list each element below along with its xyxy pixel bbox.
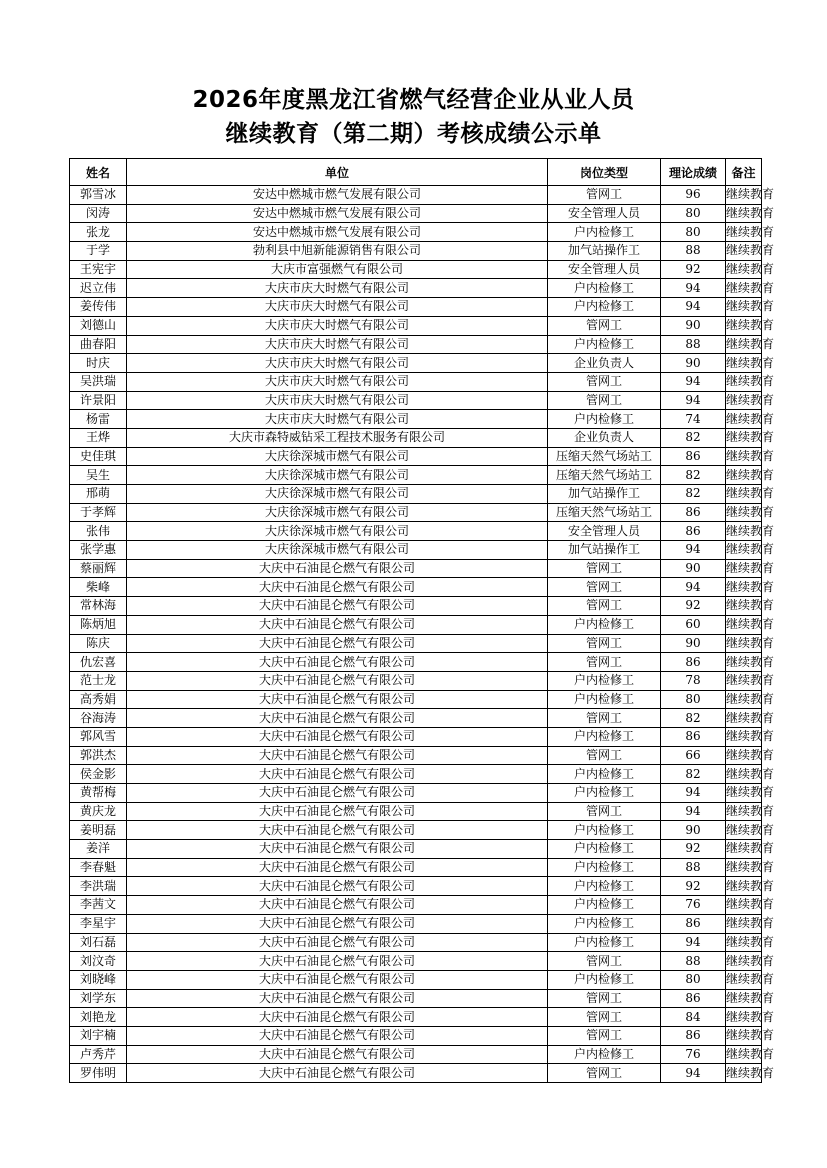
cell-name: 张伟 bbox=[70, 522, 127, 541]
table-row bbox=[70, 896, 762, 915]
cell-unit: 大庆市庆大时燃气有限公司 bbox=[127, 410, 548, 429]
cell-remark: 继续教育 bbox=[726, 840, 762, 859]
cell-position-type: 企业负责人 bbox=[548, 354, 661, 373]
table-row bbox=[70, 746, 762, 765]
cell-remark: 继续教育 bbox=[726, 466, 762, 485]
cell-theory-score: 94 bbox=[661, 391, 726, 410]
cell-unit: 大庆中石油昆仑燃气有限公司 bbox=[127, 896, 548, 915]
cell-position-type: 户内检修工 bbox=[548, 858, 661, 877]
cell-theory-score: 92 bbox=[661, 260, 726, 279]
cell-position-type: 安全管理人员 bbox=[548, 260, 661, 279]
cell-theory-score: 84 bbox=[661, 1008, 726, 1027]
cell-position-type: 管网工 bbox=[548, 316, 661, 335]
table-row bbox=[70, 1026, 762, 1045]
cell-theory-score: 94 bbox=[661, 279, 726, 298]
cell-position-type: 户内检修工 bbox=[548, 896, 661, 915]
cell-remark: 继续教育 bbox=[726, 1008, 762, 1027]
cell-name: 李洪瑞 bbox=[70, 877, 127, 896]
cell-unit: 大庆中石油昆仑燃气有限公司 bbox=[127, 597, 548, 616]
table-row bbox=[70, 391, 762, 410]
cell-unit: 大庆中石油昆仑燃气有限公司 bbox=[127, 765, 548, 784]
cell-name: 邢萌 bbox=[70, 485, 127, 504]
table-row bbox=[70, 372, 762, 391]
cell-name: 常林海 bbox=[70, 597, 127, 616]
cell-remark: 继续教育 bbox=[726, 896, 762, 915]
cell-name: 柴峰 bbox=[70, 578, 127, 597]
cell-theory-score: 86 bbox=[661, 653, 726, 672]
cell-position-type: 户内检修工 bbox=[548, 784, 661, 803]
cell-position-type: 户内检修工 bbox=[548, 765, 661, 784]
cell-position-type: 管网工 bbox=[548, 1064, 661, 1083]
cell-unit: 大庆中石油昆仑燃气有限公司 bbox=[127, 1026, 548, 1045]
cell-name: 李春魁 bbox=[70, 858, 127, 877]
cell-name: 王烨 bbox=[70, 428, 127, 447]
cell-name: 李茜文 bbox=[70, 896, 127, 915]
cell-name: 高秀娟 bbox=[70, 690, 127, 709]
cell-unit: 大庆中石油昆仑燃气有限公司 bbox=[127, 989, 548, 1008]
cell-unit: 大庆徐深城市燃气有限公司 bbox=[127, 485, 548, 504]
cell-name: 史佳琪 bbox=[70, 447, 127, 466]
cell-position-type: 管网工 bbox=[548, 1026, 661, 1045]
cell-name: 杨雷 bbox=[70, 410, 127, 429]
cell-position-type: 管网工 bbox=[548, 746, 661, 765]
cell-name: 曲春阳 bbox=[70, 335, 127, 354]
table-row bbox=[70, 653, 762, 672]
cell-unit: 大庆市庆大时燃气有限公司 bbox=[127, 372, 548, 391]
cell-name: 姜传伟 bbox=[70, 298, 127, 317]
cell-unit: 大庆徐深城市燃气有限公司 bbox=[127, 541, 548, 560]
cell-remark: 继续教育 bbox=[726, 933, 762, 952]
table-row bbox=[70, 634, 762, 653]
cell-theory-score: 82 bbox=[661, 466, 726, 485]
cell-position-type: 户内检修工 bbox=[548, 727, 661, 746]
cell-remark: 继续教育 bbox=[726, 952, 762, 971]
table-row bbox=[70, 765, 762, 784]
cell-name: 李星宇 bbox=[70, 914, 127, 933]
cell-unit: 大庆徐深城市燃气有限公司 bbox=[127, 466, 548, 485]
cell-position-type: 户内检修工 bbox=[548, 877, 661, 896]
cell-unit: 大庆中石油昆仑燃气有限公司 bbox=[127, 634, 548, 653]
cell-theory-score: 82 bbox=[661, 485, 726, 504]
cell-theory-score: 86 bbox=[661, 447, 726, 466]
table-row bbox=[70, 970, 762, 989]
table-row bbox=[70, 335, 762, 354]
table-row bbox=[70, 485, 762, 504]
cell-theory-score: 60 bbox=[661, 615, 726, 634]
cell-name: 迟立伟 bbox=[70, 279, 127, 298]
cell-name: 刘德山 bbox=[70, 316, 127, 335]
cell-unit: 大庆中石油昆仑燃气有限公司 bbox=[127, 784, 548, 803]
cell-name: 刘学东 bbox=[70, 989, 127, 1008]
cell-remark: 继续教育 bbox=[726, 690, 762, 709]
cell-unit: 大庆市庆大时燃气有限公司 bbox=[127, 298, 548, 317]
cell-theory-score: 80 bbox=[661, 690, 726, 709]
cell-remark: 继续教育 bbox=[726, 372, 762, 391]
table-row bbox=[70, 466, 762, 485]
cell-position-type: 户内检修工 bbox=[548, 298, 661, 317]
cell-remark: 继续教育 bbox=[726, 559, 762, 578]
cell-unit: 大庆中石油昆仑燃气有限公司 bbox=[127, 877, 548, 896]
cell-unit: 安达中燃城市燃气发展有限公司 bbox=[127, 204, 548, 223]
cell-name: 郭风雪 bbox=[70, 727, 127, 746]
cell-unit: 大庆市富强燃气有限公司 bbox=[127, 260, 548, 279]
cell-position-type: 管网工 bbox=[548, 597, 661, 616]
cell-position-type: 压缩天然气场站工 bbox=[548, 503, 661, 522]
table-row bbox=[70, 690, 762, 709]
cell-theory-score: 90 bbox=[661, 559, 726, 578]
table-row bbox=[70, 671, 762, 690]
table-row bbox=[70, 802, 762, 821]
table-row bbox=[70, 858, 762, 877]
cell-unit: 大庆中石油昆仑燃气有限公司 bbox=[127, 709, 548, 728]
cell-remark: 继续教育 bbox=[726, 260, 762, 279]
header-theory-score: 理论成绩 bbox=[661, 159, 726, 186]
cell-unit: 大庆中石油昆仑燃气有限公司 bbox=[127, 802, 548, 821]
cell-theory-score: 94 bbox=[661, 578, 726, 597]
cell-name: 时庆 bbox=[70, 354, 127, 373]
table-row bbox=[70, 428, 762, 447]
cell-remark: 继续教育 bbox=[726, 970, 762, 989]
cell-position-type: 管网工 bbox=[548, 802, 661, 821]
cell-remark: 继续教育 bbox=[726, 485, 762, 504]
cell-position-type: 户内检修工 bbox=[548, 840, 661, 859]
cell-unit: 大庆中石油昆仑燃气有限公司 bbox=[127, 746, 548, 765]
table-row bbox=[70, 709, 762, 728]
table-row bbox=[70, 354, 762, 373]
cell-name: 许景阳 bbox=[70, 391, 127, 410]
cell-unit: 大庆中石油昆仑燃气有限公司 bbox=[127, 952, 548, 971]
cell-unit: 大庆中石油昆仑燃气有限公司 bbox=[127, 690, 548, 709]
cell-position-type: 管网工 bbox=[548, 952, 661, 971]
cell-position-type: 管网工 bbox=[548, 391, 661, 410]
cell-name: 刘汶奇 bbox=[70, 952, 127, 971]
cell-position-type: 管网工 bbox=[548, 559, 661, 578]
cell-name: 卢秀芹 bbox=[70, 1045, 127, 1064]
cell-unit: 大庆中石油昆仑燃气有限公司 bbox=[127, 615, 548, 634]
cell-unit: 大庆中石油昆仑燃气有限公司 bbox=[127, 1045, 548, 1064]
page-title-line-1: 2026年度黑龙江省燃气经营企业从业人员 bbox=[192, 87, 635, 113]
cell-name: 黄帮梅 bbox=[70, 784, 127, 803]
cell-remark: 继续教育 bbox=[726, 634, 762, 653]
table-row bbox=[70, 877, 762, 896]
table-row bbox=[70, 559, 762, 578]
cell-unit: 大庆市森特威钻采工程技术服务有限公司 bbox=[127, 428, 548, 447]
cell-remark: 继续教育 bbox=[726, 541, 762, 560]
cell-position-type: 管网工 bbox=[548, 709, 661, 728]
cell-unit: 大庆市庆大时燃气有限公司 bbox=[127, 354, 548, 373]
table-row bbox=[70, 784, 762, 803]
cell-remark: 继续教育 bbox=[726, 709, 762, 728]
table-row bbox=[70, 204, 762, 223]
table-row bbox=[70, 840, 762, 859]
cell-remark: 继续教育 bbox=[726, 727, 762, 746]
cell-unit: 大庆市庆大时燃气有限公司 bbox=[127, 279, 548, 298]
cell-remark: 继续教育 bbox=[726, 615, 762, 634]
cell-remark: 继续教育 bbox=[726, 335, 762, 354]
cell-position-type: 户内检修工 bbox=[548, 821, 661, 840]
cell-unit: 安达中燃城市燃气发展有限公司 bbox=[127, 223, 548, 242]
table-row bbox=[70, 223, 762, 242]
cell-theory-score: 82 bbox=[661, 709, 726, 728]
cell-position-type: 户内检修工 bbox=[548, 914, 661, 933]
cell-unit: 大庆中石油昆仑燃气有限公司 bbox=[127, 1064, 548, 1083]
cell-theory-score: 90 bbox=[661, 821, 726, 840]
cell-name: 闵涛 bbox=[70, 204, 127, 223]
cell-remark: 继续教育 bbox=[726, 578, 762, 597]
table-row bbox=[70, 727, 762, 746]
cell-remark: 继续教育 bbox=[726, 802, 762, 821]
cell-theory-score: 88 bbox=[661, 858, 726, 877]
table-row bbox=[70, 1064, 762, 1083]
cell-unit: 大庆市庆大时燃气有限公司 bbox=[127, 335, 548, 354]
table-row bbox=[70, 578, 762, 597]
cell-remark: 继续教育 bbox=[726, 204, 762, 223]
cell-position-type: 户内检修工 bbox=[548, 690, 661, 709]
cell-position-type: 管网工 bbox=[548, 578, 661, 597]
cell-unit: 大庆徐深城市燃气有限公司 bbox=[127, 522, 548, 541]
cell-remark: 继续教育 bbox=[726, 223, 762, 242]
table-row bbox=[70, 933, 762, 952]
table-row bbox=[70, 279, 762, 298]
cell-unit: 大庆市庆大时燃气有限公司 bbox=[127, 391, 548, 410]
cell-name: 范士龙 bbox=[70, 671, 127, 690]
cell-name: 蔡丽辉 bbox=[70, 559, 127, 578]
cell-theory-score: 92 bbox=[661, 597, 726, 616]
cell-remark: 继续教育 bbox=[726, 877, 762, 896]
page-title-line-2: 继续教育（第二期）考核成绩公示单 bbox=[225, 121, 602, 147]
cell-position-type: 户内检修工 bbox=[548, 933, 661, 952]
cell-remark: 继续教育 bbox=[726, 279, 762, 298]
table-row bbox=[70, 447, 762, 466]
cell-name: 郭雪冰 bbox=[70, 186, 127, 205]
table-row bbox=[70, 821, 762, 840]
cell-name: 刘宇楠 bbox=[70, 1026, 127, 1045]
cell-remark: 继续教育 bbox=[726, 821, 762, 840]
cell-theory-score: 80 bbox=[661, 970, 726, 989]
cell-theory-score: 82 bbox=[661, 765, 726, 784]
cell-name: 刘晓峰 bbox=[70, 970, 127, 989]
cell-remark: 继续教育 bbox=[726, 391, 762, 410]
cell-theory-score: 86 bbox=[661, 914, 726, 933]
cell-theory-score: 76 bbox=[661, 1045, 726, 1064]
cell-remark: 继续教育 bbox=[726, 242, 762, 261]
cell-name: 姜洋 bbox=[70, 840, 127, 859]
table-row bbox=[70, 503, 762, 522]
cell-theory-score: 90 bbox=[661, 354, 726, 373]
cell-unit: 勃利县中旭新能源销售有限公司 bbox=[127, 242, 548, 261]
cell-position-type: 加气站操作工 bbox=[548, 485, 661, 504]
cell-theory-score: 88 bbox=[661, 952, 726, 971]
table-row bbox=[70, 410, 762, 429]
cell-theory-score: 86 bbox=[661, 727, 726, 746]
table-body bbox=[70, 186, 775, 1083]
table-row bbox=[70, 1008, 762, 1027]
cell-remark: 继续教育 bbox=[726, 186, 762, 205]
cell-name: 刘石磊 bbox=[70, 933, 127, 952]
table-row bbox=[70, 186, 762, 205]
table-row bbox=[70, 1045, 762, 1064]
cell-unit: 大庆中石油昆仑燃气有限公司 bbox=[127, 858, 548, 877]
cell-remark: 继续教育 bbox=[726, 447, 762, 466]
cell-name: 谷海涛 bbox=[70, 709, 127, 728]
cell-name: 于孝辉 bbox=[70, 503, 127, 522]
cell-theory-score: 92 bbox=[661, 877, 726, 896]
cell-unit: 大庆中石油昆仑燃气有限公司 bbox=[127, 653, 548, 672]
header-position-type: 岗位类型 bbox=[548, 159, 661, 186]
cell-unit: 大庆中石油昆仑燃气有限公司 bbox=[127, 578, 548, 597]
cell-theory-score: 94 bbox=[661, 372, 726, 391]
cell-remark: 继续教育 bbox=[726, 522, 762, 541]
cell-theory-score: 94 bbox=[661, 933, 726, 952]
cell-remark: 继续教育 bbox=[726, 354, 762, 373]
header-name: 姓名 bbox=[70, 159, 127, 186]
cell-unit: 大庆中石油昆仑燃气有限公司 bbox=[127, 559, 548, 578]
cell-name: 郭洪杰 bbox=[70, 746, 127, 765]
cell-remark: 继续教育 bbox=[726, 503, 762, 522]
cell-theory-score: 92 bbox=[661, 840, 726, 859]
table-row bbox=[70, 541, 762, 560]
cell-position-type: 加气站操作工 bbox=[548, 541, 661, 560]
cell-unit: 大庆中石油昆仑燃气有限公司 bbox=[127, 1008, 548, 1027]
cell-remark: 继续教育 bbox=[726, 914, 762, 933]
cell-remark: 继续教育 bbox=[726, 1026, 762, 1045]
table-row bbox=[70, 989, 762, 1008]
cell-name: 王宪宇 bbox=[70, 260, 127, 279]
cell-position-type: 压缩天然气场站工 bbox=[548, 447, 661, 466]
cell-remark: 继续教育 bbox=[726, 765, 762, 784]
cell-theory-score: 96 bbox=[661, 186, 726, 205]
cell-remark: 继续教育 bbox=[726, 784, 762, 803]
cell-remark: 继续教育 bbox=[726, 746, 762, 765]
cell-name: 罗伟明 bbox=[70, 1064, 127, 1083]
cell-name: 陈庆 bbox=[70, 634, 127, 653]
cell-position-type: 户内检修工 bbox=[548, 223, 661, 242]
cell-unit: 大庆中石油昆仑燃气有限公司 bbox=[127, 821, 548, 840]
table-row bbox=[70, 952, 762, 971]
cell-position-type: 户内检修工 bbox=[548, 410, 661, 429]
table-row bbox=[70, 914, 762, 933]
cell-theory-score: 90 bbox=[661, 316, 726, 335]
cell-unit: 大庆市庆大时燃气有限公司 bbox=[127, 316, 548, 335]
cell-position-type: 户内检修工 bbox=[548, 335, 661, 354]
cell-theory-score: 66 bbox=[661, 746, 726, 765]
table-row bbox=[70, 316, 762, 335]
cell-remark: 继续教育 bbox=[726, 671, 762, 690]
cell-position-type: 管网工 bbox=[548, 1008, 661, 1027]
cell-unit: 大庆中石油昆仑燃气有限公司 bbox=[127, 914, 548, 933]
cell-position-type: 户内检修工 bbox=[548, 671, 661, 690]
cell-theory-score: 86 bbox=[661, 503, 726, 522]
cell-position-type: 户内检修工 bbox=[548, 615, 661, 634]
cell-position-type: 管网工 bbox=[548, 186, 661, 205]
cell-position-type: 管网工 bbox=[548, 634, 661, 653]
cell-theory-score: 94 bbox=[661, 541, 726, 560]
cell-name: 吴洪瑞 bbox=[70, 372, 127, 391]
cell-theory-score: 82 bbox=[661, 428, 726, 447]
cell-unit: 大庆中石油昆仑燃气有限公司 bbox=[127, 970, 548, 989]
cell-remark: 继续教育 bbox=[726, 858, 762, 877]
table-row bbox=[70, 242, 762, 261]
cell-name: 吴生 bbox=[70, 466, 127, 485]
cell-position-type: 管网工 bbox=[548, 653, 661, 672]
cell-theory-score: 74 bbox=[661, 410, 726, 429]
cell-name: 刘艳龙 bbox=[70, 1008, 127, 1027]
cell-position-type: 管网工 bbox=[548, 372, 661, 391]
cell-theory-score: 88 bbox=[661, 242, 726, 261]
table-row bbox=[70, 522, 762, 541]
cell-name: 陈炳旭 bbox=[70, 615, 127, 634]
cell-theory-score: 90 bbox=[661, 634, 726, 653]
cell-position-type: 加气站操作工 bbox=[548, 242, 661, 261]
cell-remark: 继续教育 bbox=[726, 316, 762, 335]
cell-theory-score: 78 bbox=[661, 671, 726, 690]
table-row bbox=[70, 597, 762, 616]
cell-theory-score: 86 bbox=[661, 1026, 726, 1045]
cell-unit: 大庆中石油昆仑燃气有限公司 bbox=[127, 933, 548, 952]
cell-position-type: 压缩天然气场站工 bbox=[548, 466, 661, 485]
score-table bbox=[69, 158, 775, 1083]
cell-remark: 继续教育 bbox=[726, 1045, 762, 1064]
cell-unit: 大庆中石油昆仑燃气有限公司 bbox=[127, 671, 548, 690]
cell-theory-score: 94 bbox=[661, 298, 726, 317]
cell-name: 侯金影 bbox=[70, 765, 127, 784]
cell-unit: 大庆中石油昆仑燃气有限公司 bbox=[127, 727, 548, 746]
cell-position-type: 安全管理人员 bbox=[548, 522, 661, 541]
cell-theory-score: 94 bbox=[661, 1064, 726, 1083]
cell-theory-score: 88 bbox=[661, 335, 726, 354]
cell-name: 仇宏喜 bbox=[70, 653, 127, 672]
cell-theory-score: 80 bbox=[661, 204, 726, 223]
cell-theory-score: 76 bbox=[661, 896, 726, 915]
cell-unit: 大庆徐深城市燃气有限公司 bbox=[127, 447, 548, 466]
cell-position-type: 安全管理人员 bbox=[548, 204, 661, 223]
header-unit: 单位 bbox=[127, 159, 548, 186]
cell-remark: 继续教育 bbox=[726, 1064, 762, 1083]
table-row bbox=[70, 298, 762, 317]
cell-theory-score: 94 bbox=[661, 802, 726, 821]
cell-theory-score: 80 bbox=[661, 223, 726, 242]
cell-remark: 继续教育 bbox=[726, 989, 762, 1008]
table-row bbox=[70, 260, 762, 279]
table-header-row bbox=[70, 159, 762, 186]
cell-position-type: 管网工 bbox=[548, 989, 661, 1008]
cell-position-type: 户内检修工 bbox=[548, 279, 661, 298]
cell-name: 于学 bbox=[70, 242, 127, 261]
cell-unit: 大庆徐深城市燃气有限公司 bbox=[127, 503, 548, 522]
cell-remark: 继续教育 bbox=[726, 428, 762, 447]
cell-theory-score: 86 bbox=[661, 522, 726, 541]
cell-remark: 继续教育 bbox=[726, 410, 762, 429]
cell-name: 张龙 bbox=[70, 223, 127, 242]
cell-position-type: 户内检修工 bbox=[548, 1045, 661, 1064]
cell-theory-score: 86 bbox=[661, 989, 726, 1008]
cell-name: 黄庆龙 bbox=[70, 802, 127, 821]
cell-remark: 继续教育 bbox=[726, 298, 762, 317]
cell-remark: 继续教育 bbox=[726, 597, 762, 616]
table-row bbox=[70, 615, 762, 634]
cell-name: 张学惠 bbox=[70, 541, 127, 560]
cell-remark: 继续教育 bbox=[726, 653, 762, 672]
cell-unit: 安达中燃城市燃气发展有限公司 bbox=[127, 186, 548, 205]
cell-unit: 大庆中石油昆仑燃气有限公司 bbox=[127, 840, 548, 859]
header-remark: 备注 bbox=[726, 159, 762, 186]
cell-theory-score: 94 bbox=[661, 784, 726, 803]
cell-position-type: 户内检修工 bbox=[548, 970, 661, 989]
cell-name: 姜明磊 bbox=[70, 821, 127, 840]
cell-position-type: 企业负责人 bbox=[548, 428, 661, 447]
